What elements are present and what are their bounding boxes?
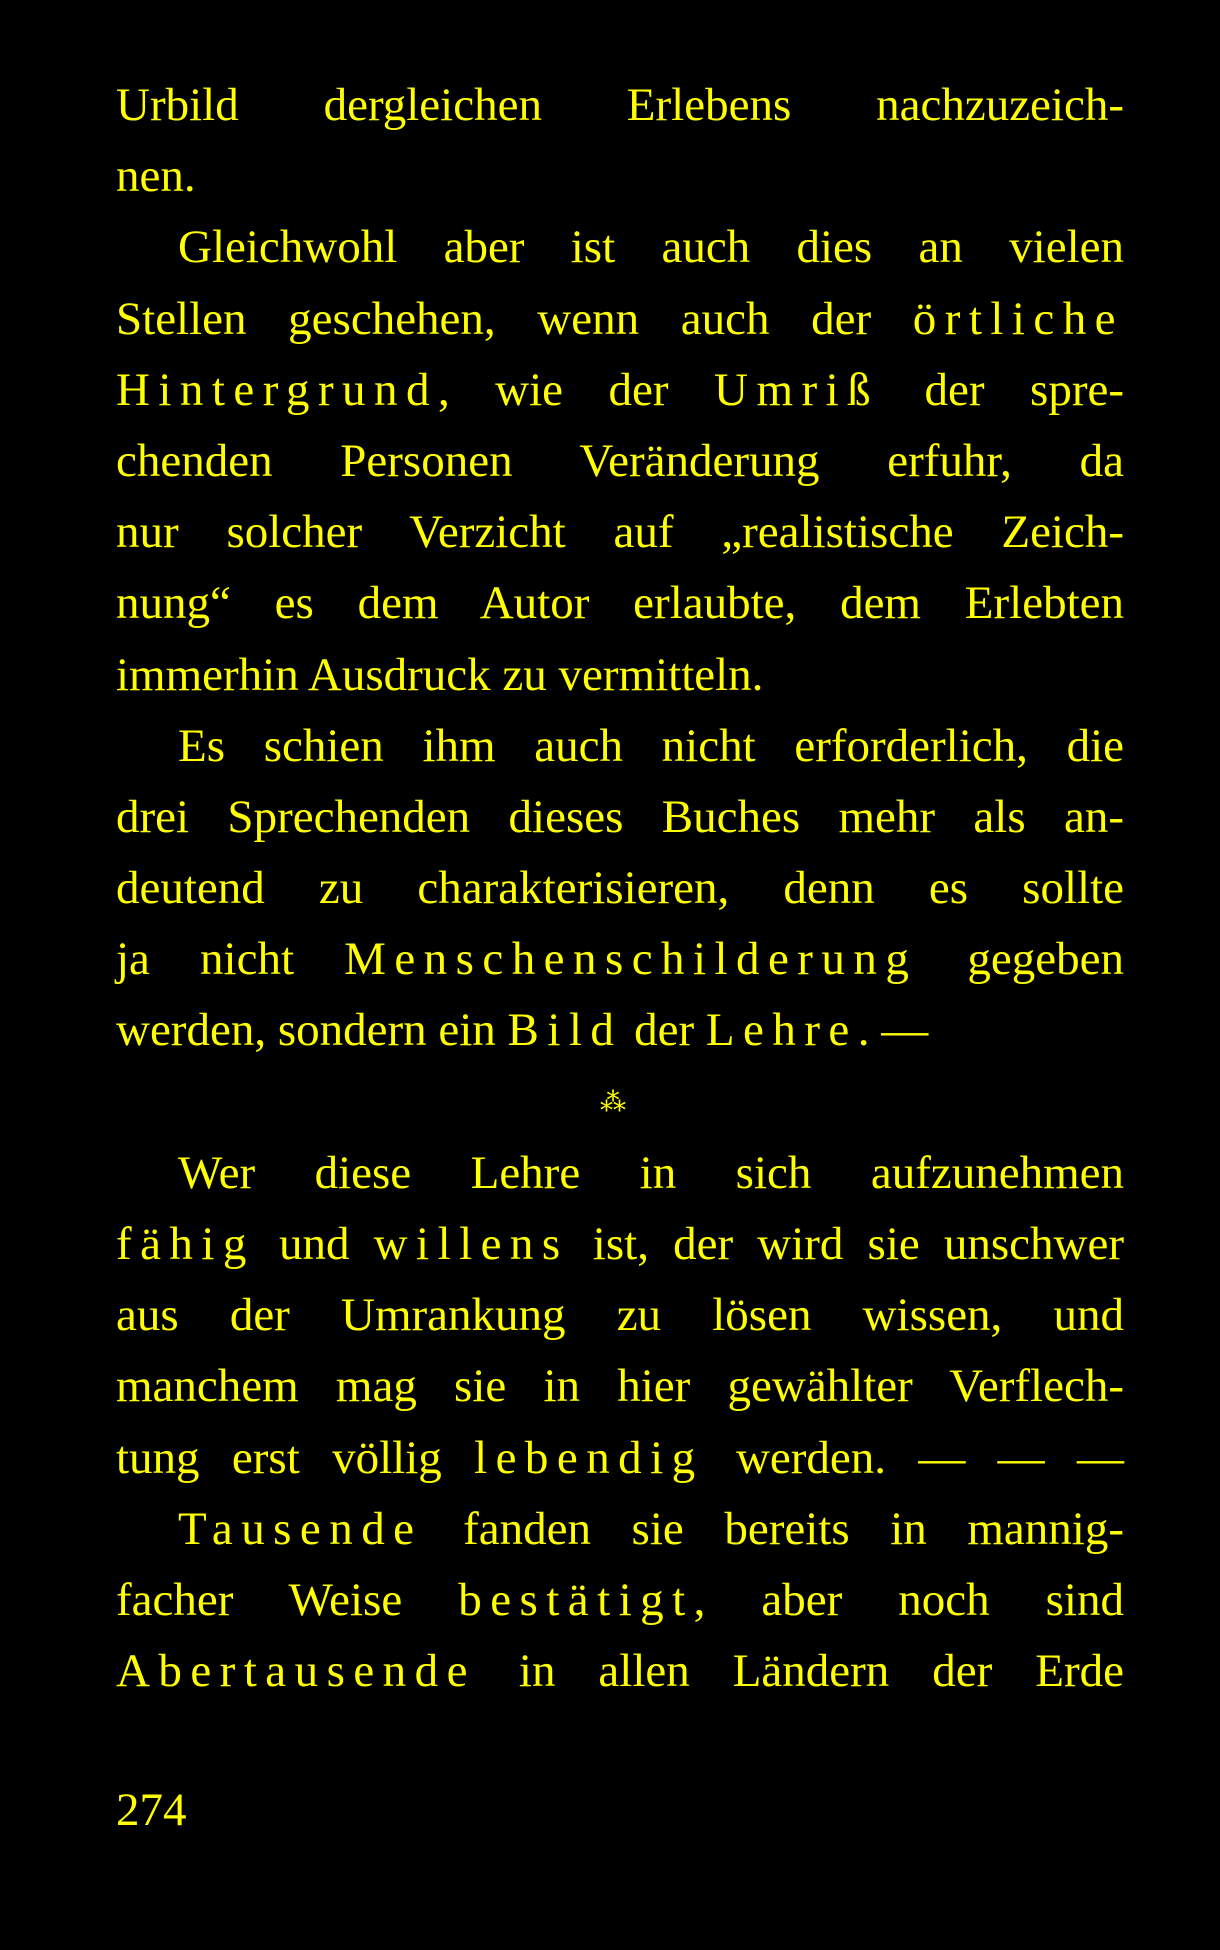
text-line: aus der Umrankung zu lösen wissen, und (116, 1289, 1124, 1342)
text-line: Gleichwohl aber ist auch dies an vielen (178, 221, 1124, 274)
text-line: Wer diese Lehre in sich aufzunehmen (178, 1146, 1124, 1199)
text-line: manchem mag sie in hier gewählter Verflech- (116, 1360, 1124, 1413)
body-text (116, 70, 1124, 1707)
emphasis: Menschenschilderung (344, 933, 918, 986)
text-line: nung“ es dem Autor erlaubte, dem Erlebten (116, 577, 1124, 630)
text-line: immerhin Ausdruck zu vermitteln. (116, 648, 764, 701)
emphasis: willens (373, 1218, 569, 1270)
text-line: Stellen geschehen, wenn auch der örtliche (116, 292, 1124, 345)
text-line: ja nicht Menschenschilderung gegeben (116, 933, 1124, 986)
emphasis: lebendig (474, 1431, 704, 1484)
emphasis: Bild (507, 1004, 623, 1057)
text-line: werden, sondern ein Bild der Lehre. — (116, 1004, 929, 1057)
text-line: Tausende fanden sie bereits in mannig- (178, 1502, 1124, 1555)
emphasis: Tausende (178, 1502, 423, 1555)
text-line: nen. (116, 150, 196, 203)
page-number: 274 (116, 1784, 187, 1836)
section-separator: ⁂ (600, 1087, 626, 1117)
emphasis: Lehre (705, 1004, 858, 1057)
text-line: Hintergrund, wie der Umriß der spre- (116, 363, 1125, 416)
emphasis: bestätigt (458, 1573, 694, 1626)
text-line: drei Sprechenden dieses Buches mehr als an- (116, 790, 1124, 843)
text-line: deutend zu charakterisieren, denn es sollte (116, 862, 1124, 915)
emphasis: Hintergrund (116, 363, 438, 416)
text-line: Abertausende in allen Ländern der Erde (116, 1645, 1124, 1698)
emphasis: Abertausende (116, 1645, 476, 1698)
emphasis: fähig (116, 1218, 255, 1270)
emphasis: Umriß (714, 363, 880, 416)
text-line: fähig und willens ist, der wird sie unschwer (116, 1218, 1124, 1270)
text-line: tung erst völlig lebendig werden. — — — (116, 1431, 1124, 1484)
text-line: chenden Personen Veränderung erfuhr, da (116, 434, 1124, 487)
text-line: Es schien ihm auch nicht erforderlich, die (178, 719, 1124, 772)
text-line: nur solcher Verzicht auf „realistische Zeich- (116, 506, 1124, 559)
text-line: Urbild dergleichen Erlebens nachzuzeich- (116, 79, 1124, 131)
text-line: facher Weise bestätigt, aber noch sind (116, 1573, 1124, 1626)
emphasis: örtliche (912, 292, 1124, 345)
